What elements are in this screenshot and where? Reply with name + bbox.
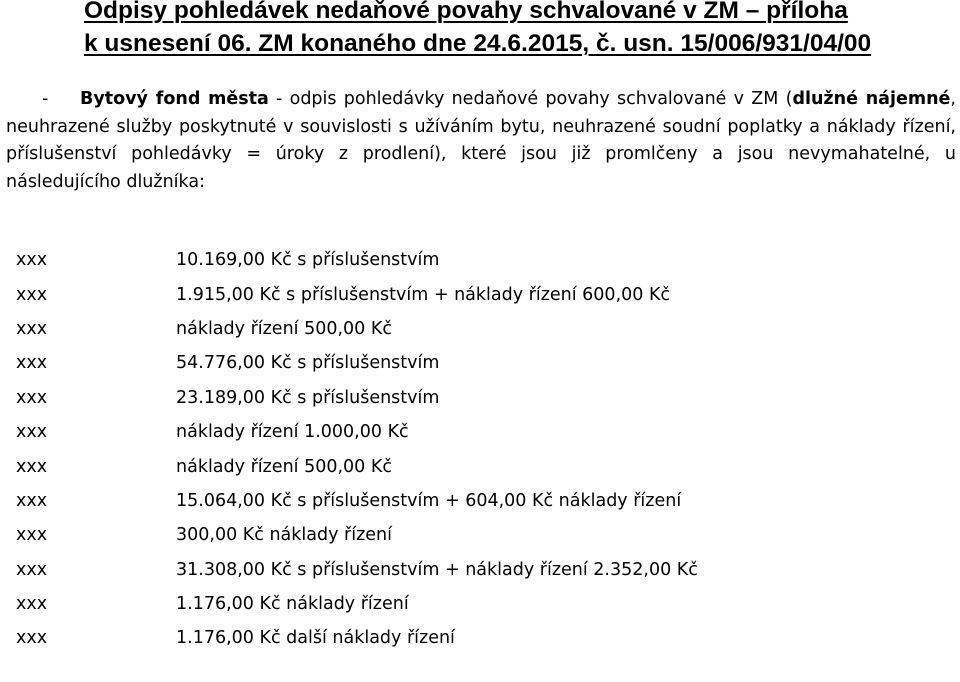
debtor-row [16, 346, 916, 380]
debtor-amount: 300,00 Kč náklady řízení [176, 525, 392, 546]
title-line-2: k usnesení 06. ZM konaného dne 24.6.2015, č. usn. 15/006/931/04/00 [84, 30, 872, 57]
debtor-amount: 31.308,00 Kč s příslušenstvím + náklady řízení 2.352,00 Kč [176, 559, 698, 580]
debtor-name: xxx [16, 318, 48, 339]
debtor-row [16, 243, 916, 277]
debtor-name: xxx [16, 559, 48, 580]
list-dash: - [42, 89, 49, 109]
debtor-amount: 15.064,00 Kč s příslušenstvím + 604,00 Kč náklady řízení [176, 490, 682, 511]
debtor-name: xxx [16, 387, 48, 408]
debtor-amount: 1.915,00 Kč s příslušenstvím + náklady řízení 600,00 Kč [176, 284, 671, 305]
debtor-amount: 1.176,00 Kč náklady řízení [176, 594, 409, 615]
intro-text-1: - odpis pohledávky nedaňové povahy schvalované v ZM ( [268, 89, 793, 109]
debtor-row [16, 381, 916, 415]
debtor-name: xxx [16, 284, 48, 305]
debtor-name: xxx [16, 250, 48, 271]
debtor-list [16, 243, 916, 656]
document-title [84, 0, 871, 60]
debtor-row [16, 484, 916, 518]
title-line-1: Odpisy pohledávek nedaňové povahy schvalované v ZM – příloha [84, 0, 848, 24]
intro-bold-rent: dlužné nájemné [792, 89, 951, 109]
debtor-row [16, 621, 916, 655]
debtor-row [16, 277, 916, 311]
debtor-row [16, 415, 916, 449]
debtor-name: xxx [16, 456, 48, 477]
debtor-name: xxx [16, 353, 48, 374]
debtor-name: xxx [16, 628, 48, 649]
debtor-name: xxx [16, 422, 48, 443]
debtor-amount: 54.776,00 Kč s příslušenstvím [176, 353, 440, 374]
intro-text-2: , neuhrazené služby poskytnuté v souvislosti s užíváním bytu, neuhrazené soudní poplatky a náklady řízení, příslušenství pohledávky = úroky z prodlení), které jsou již promlčeny a jsou nevymahatelné, u následujícího dlužníka: [6, 89, 956, 192]
debtor-amount: náklady řízení 500,00 Kč [176, 318, 392, 339]
debtor-name: xxx [16, 594, 48, 615]
intro-paragraph [6, 86, 956, 196]
debtor-row [16, 553, 916, 587]
debtor-row [16, 518, 916, 552]
debtor-amount: náklady řízení 1.000,00 Kč [176, 422, 409, 443]
intro-bold-subject: Bytový fond města [80, 89, 269, 109]
debtor-row [16, 312, 916, 346]
debtor-amount: 10.169,00 Kč s příslušenstvím [176, 250, 440, 271]
debtor-row [16, 587, 916, 621]
debtor-row [16, 449, 916, 483]
debtor-amount: 23.189,00 Kč s příslušenstvím [176, 387, 440, 408]
debtor-amount: 1.176,00 Kč další náklady řízení [176, 628, 455, 649]
debtor-amount: náklady řízení 500,00 Kč [176, 456, 392, 477]
debtor-name: xxx [16, 525, 48, 546]
debtor-name: xxx [16, 490, 48, 511]
